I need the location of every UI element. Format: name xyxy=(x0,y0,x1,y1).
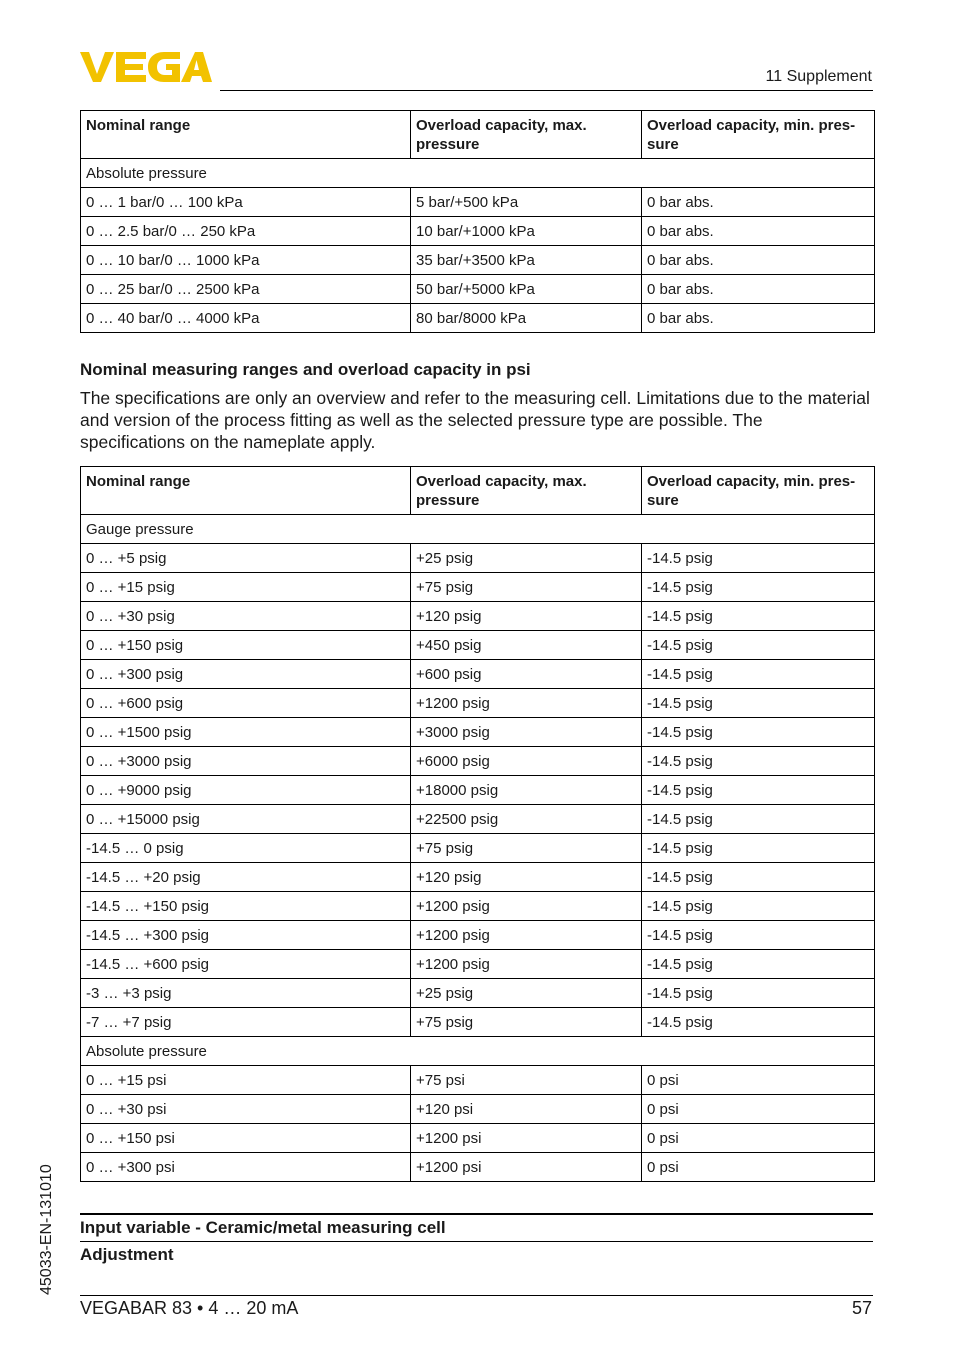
table-row xyxy=(81,573,875,602)
table-cell: +1200 psig xyxy=(411,689,642,718)
table-cell: 0 … +15000 psig xyxy=(81,805,411,834)
table-cell: +18000 psig xyxy=(411,776,642,805)
table-cell: +75 psi xyxy=(411,1066,642,1095)
table-cell: +75 psig xyxy=(411,573,642,602)
group-row xyxy=(81,1037,875,1066)
table-cell: -14.5 psig xyxy=(642,1008,875,1037)
table-cell: 5 bar/+500 kPa xyxy=(411,188,642,217)
table-row xyxy=(81,544,875,573)
table-cell: 0 … +1500 psig xyxy=(81,718,411,747)
table-row xyxy=(81,1066,875,1095)
section-divider xyxy=(80,1241,873,1242)
table-cell: -14.5 … +300 psig xyxy=(81,921,411,950)
table-cell: -14.5 psig xyxy=(642,892,875,921)
table-cell: 0 … 1 bar/0 … 100 kPa xyxy=(81,188,411,217)
table-row xyxy=(81,950,875,979)
table-row xyxy=(81,1153,875,1182)
table-cell: 0 … +30 psi xyxy=(81,1095,411,1124)
table-row xyxy=(81,863,875,892)
table-cell: -14.5 psig xyxy=(642,979,875,1008)
document-code: 45033-EN-131010 xyxy=(38,1164,55,1295)
table-row xyxy=(81,602,875,631)
table-cell: +120 psig xyxy=(411,602,642,631)
table-row xyxy=(81,747,875,776)
table-row xyxy=(81,660,875,689)
table-cell: -14.5 psig xyxy=(642,747,875,776)
group-row xyxy=(81,515,875,544)
footer-rule xyxy=(80,1295,873,1296)
table-header-row xyxy=(81,111,875,159)
table-cell: +6000 psig xyxy=(411,747,642,776)
table-row xyxy=(81,718,875,747)
group-label: Absolute pressure xyxy=(81,1037,875,1066)
table-cell: 80 bar/8000 kPa xyxy=(411,304,642,333)
table-row xyxy=(81,921,875,950)
table-cell: +1200 psig xyxy=(411,921,642,950)
table-cell: -14.5 psig xyxy=(642,718,875,747)
overload-table-psi xyxy=(80,466,875,1182)
table-cell: 0 … 40 bar/0 … 4000 kPa xyxy=(81,304,411,333)
table-cell: 0 … +15 psi xyxy=(81,1066,411,1095)
table-row xyxy=(81,217,875,246)
table-row xyxy=(81,246,875,275)
column-header: Overload capacity, max. pressure xyxy=(411,111,642,159)
table-cell: +600 psig xyxy=(411,660,642,689)
table-cell: -14.5 … +20 psig xyxy=(81,863,411,892)
table-cell: 0 bar abs. xyxy=(642,217,875,246)
vega-logo xyxy=(80,50,212,84)
table-cell: 0 … +5 psig xyxy=(81,544,411,573)
column-header: Overload capacity, min. pres-sure xyxy=(642,111,875,159)
table-cell: -14.5 psig xyxy=(642,689,875,718)
group-label: Gauge pressure xyxy=(81,515,875,544)
adjustment-heading: Adjustment xyxy=(80,1245,174,1264)
table-cell: 0 … +300 psig xyxy=(81,660,411,689)
psi-section-text: The specifications are only an overview and refer to the measuring cell. Limitations due to the material and version of the process fitting as well as the selected pressure type are possible. The specifications on the nameplate apply. xyxy=(80,388,870,452)
table-cell: +25 psig xyxy=(411,544,642,573)
table-cell: +120 psi xyxy=(411,1095,642,1124)
table-row xyxy=(81,1095,875,1124)
table-cell: 0 … 2.5 bar/0 … 250 kPa xyxy=(81,217,411,246)
table-cell: 0 … 10 bar/0 … 1000 kPa xyxy=(81,246,411,275)
table-cell: 0 … +600 psig xyxy=(81,689,411,718)
table-cell: 10 bar/+1000 kPa xyxy=(411,217,642,246)
table-cell: +1200 psi xyxy=(411,1124,642,1153)
table-row xyxy=(81,304,875,333)
table-cell: +22500 psig xyxy=(411,805,642,834)
table-row xyxy=(81,631,875,660)
table-cell: 50 bar/+5000 kPa xyxy=(411,275,642,304)
table-cell: 0 … +300 psi xyxy=(81,1153,411,1182)
input-variable-heading: Input variable - Ceramic/metal measuring cell xyxy=(80,1218,446,1237)
table-row xyxy=(81,188,875,217)
table-cell: 0 bar abs. xyxy=(642,304,875,333)
footer-product: VEGABAR 83 • 4 … 20 mA xyxy=(80,1298,299,1318)
table-cell: -14.5 … +600 psig xyxy=(81,950,411,979)
table-row xyxy=(81,275,875,304)
table-cell: 0 bar abs. xyxy=(642,246,875,275)
table-row xyxy=(81,979,875,1008)
table-cell: -14.5 psig xyxy=(642,921,875,950)
table-cell: 0 … +150 psi xyxy=(81,1124,411,1153)
table-cell: -14.5 … 0 psig xyxy=(81,834,411,863)
table-cell: 0 psi xyxy=(642,1066,875,1095)
table-cell: -14.5 psig xyxy=(642,863,875,892)
column-header: Nominal range xyxy=(81,111,411,159)
table-row xyxy=(81,1008,875,1037)
table-cell: 0 … +150 psig xyxy=(81,631,411,660)
table-cell: 0 … +3000 psig xyxy=(81,747,411,776)
psi-section-heading: Nominal measuring ranges and overload capacity in psi xyxy=(80,360,531,379)
table-cell: +1200 psig xyxy=(411,950,642,979)
table-cell: -14.5 psig xyxy=(642,544,875,573)
table-cell: -14.5 psig xyxy=(642,660,875,689)
table-cell: +75 psig xyxy=(411,1008,642,1037)
table-cell: 0 bar abs. xyxy=(642,188,875,217)
section-label: 11 Supplement xyxy=(765,68,872,85)
table-cell: +120 psig xyxy=(411,863,642,892)
table-cell: +450 psig xyxy=(411,631,642,660)
table-cell: -14.5 psig xyxy=(642,602,875,631)
table-cell: -14.5 psig xyxy=(642,631,875,660)
overload-table-bar xyxy=(80,110,875,333)
table-cell: 0 psi xyxy=(642,1153,875,1182)
table-cell: +1200 psi xyxy=(411,1153,642,1182)
table-header-row xyxy=(81,467,875,515)
table-row xyxy=(81,805,875,834)
column-header: Overload capacity, max. pressure xyxy=(411,467,642,515)
table-cell: 35 bar/+3500 kPa xyxy=(411,246,642,275)
header-rule xyxy=(220,90,873,91)
table-cell: -14.5 psig xyxy=(642,776,875,805)
table-cell: 0 … +9000 psig xyxy=(81,776,411,805)
section-divider xyxy=(80,1213,873,1215)
table-cell: 0 bar abs. xyxy=(642,275,875,304)
table-cell: +25 psig xyxy=(411,979,642,1008)
table-cell: +75 psig xyxy=(411,834,642,863)
group-label: Absolute pressure xyxy=(81,159,875,188)
table-cell: 0 … +30 psig xyxy=(81,602,411,631)
table-cell: -14.5 psig xyxy=(642,834,875,863)
group-row xyxy=(81,159,875,188)
table-cell: 0 psi xyxy=(642,1124,875,1153)
table-cell: -3 … +3 psig xyxy=(81,979,411,1008)
table-cell: -14.5 … +150 psig xyxy=(81,892,411,921)
table-row xyxy=(81,776,875,805)
table-cell: -14.5 psig xyxy=(642,950,875,979)
table-row xyxy=(81,892,875,921)
table-cell: -14.5 psig xyxy=(642,805,875,834)
table-row xyxy=(81,1124,875,1153)
column-header: Nominal range xyxy=(81,467,411,515)
table-cell: -14.5 psig xyxy=(642,573,875,602)
column-header: Overload capacity, min. pres-sure xyxy=(642,467,875,515)
table-row xyxy=(81,834,875,863)
table-row xyxy=(81,689,875,718)
table-cell: 0 … +15 psig xyxy=(81,573,411,602)
page-number: 57 xyxy=(851,1298,872,1318)
table-cell: -7 … +7 psig xyxy=(81,1008,411,1037)
table-cell: +3000 psig xyxy=(411,718,642,747)
table-cell: +1200 psig xyxy=(411,892,642,921)
table-cell: 0 … 25 bar/0 … 2500 kPa xyxy=(81,275,411,304)
table-cell: 0 psi xyxy=(642,1095,875,1124)
